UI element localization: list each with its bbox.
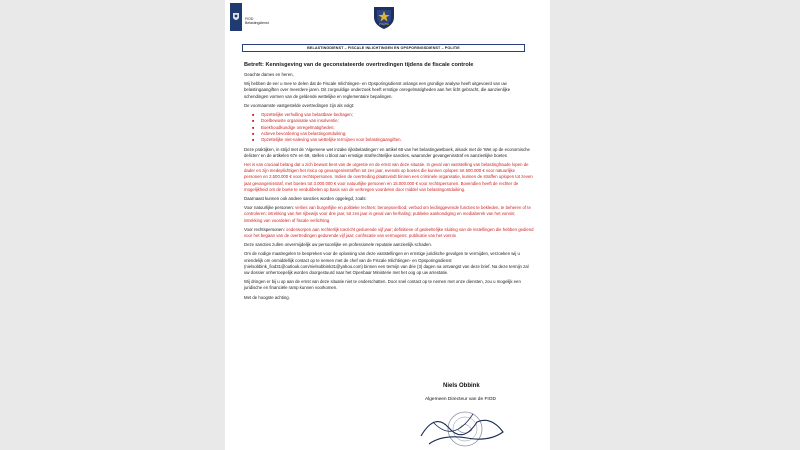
org-line-2: Belastingdienst bbox=[245, 21, 269, 26]
violations-list bbox=[244, 112, 534, 143]
org-name bbox=[245, 17, 269, 26]
paragraph-natural-persons bbox=[244, 205, 534, 224]
police-badge-text: POLITIE bbox=[379, 23, 389, 26]
paragraph-reputation: Deze sancties zullen onvermijdelijk uw persoonlijke en professionele reputatie aanzienlijk schaden. bbox=[244, 242, 432, 248]
letter-subject: Betreft: Kennisgeving van de geconstateerde overtredingen tijdens de fiscale controle bbox=[244, 62, 474, 68]
violation-item: ■ Actieve bevordering van belastingontduiking; bbox=[261, 131, 534, 137]
violations-intro: De voornaamste vastgestelde overtredingen zijn als volgt: bbox=[244, 102, 355, 108]
violation-item: ■ Boekhoudkundige onregelmatigheden; bbox=[261, 125, 534, 131]
natural-persons-sanctions: verlies van burgerlijke en politieke rechten; beroepsverbod; verbod om leidinggevende functies te bekleden, te beheren of te controleren; intrekking van het rijbewijs voor drie jaar, tot zes jaar in geval van herhaling; publieke aankondiging en mediaberek van het vonnis; intrekking van voordelen of fiscale verlichting. bbox=[244, 205, 531, 223]
natural-persons-label: Voor natuurlijke personen: bbox=[244, 205, 294, 211]
paragraph-contact: Om de nodige maatregelen te bespreken voor de oplossing van deze vaststellingen en ernstige juridische gevolgen te vermijden, verzoeken wij u vriendelijk om onmiddellijk contact op te nemen met de chef van de Fiscale Inlichtingen- en Opsporingsdienst (nielsobbink_fiod31@outlook.com/nielsobbink31@yahoo.com) binnen een termijn van drie (3) dagen na ontvangst van deze brief. Na deze termijn zal uw dossier onherroepelijk worden doorgestuurd naar het Openbaar Ministerie met het oog op uw arrestatie. bbox=[244, 251, 529, 275]
signatory-name: Niels Obbink bbox=[443, 383, 480, 389]
government-logo bbox=[230, 3, 269, 31]
paragraph-intro: Wij hebben de eer u mee te delen dat de Fiscale Inlichtingen- en Opsporingsdienst onlangs een grondige analyse heeft uitgevoerd van uw belastingaangiften over meerdere jaren. Dit zorgvuldige onderzoek heeft ernstige onregelmatigheden aan het licht gebracht, die aanzienlijke schendingen vormen van de geldende wettelijke en reglementaire bepalingen. bbox=[244, 81, 511, 99]
letter-body bbox=[244, 62, 534, 304]
legal-persons-label: Voor rechtspersonen: bbox=[244, 226, 285, 232]
closing: Met de hoogste achting. bbox=[244, 294, 290, 300]
paragraph-urgency: Wij dringen er bij u op aan de ernst van deze situatie niet te onderschatten. Door snel contact op te nemen met onze diensten, zou u mogelijk een juridische en financiële ramp kunnen voorkomen. bbox=[244, 279, 521, 291]
letter-page bbox=[225, 0, 550, 450]
violation-item: ■ Doelbewuste organisatie van insolventie; bbox=[261, 118, 534, 124]
violation-item: ■ Opzettelijke niet-naleving van wettelijke termijnen voor belastingaangiften. bbox=[261, 137, 534, 143]
letterhead-banner: BELASTINGDIENST – FISCALE INLICHTINGEN EN OPSPORINGSDIENST – POLITIE bbox=[242, 44, 525, 52]
greeting: Geachte dames en heren, bbox=[244, 72, 294, 77]
paragraph-legal-basis: Deze praktijken, in strijd met de 'Algemene wet inzake rijksbelastingen' en artikel 68 van het belastingwetboek, alsook met de 'Wet op de economische delicten' en de artikelen 67e en 69, stellen u bloot aan ernstige strafrechtelijke sancties, waaronder gevangenisstraf en aanzienlijke boetes bbox=[244, 146, 530, 158]
paragraph-legal-persons bbox=[244, 227, 534, 239]
crest-icon bbox=[230, 3, 242, 31]
police-badge-icon bbox=[371, 4, 397, 30]
legal-persons-sanctions: onderworpen aan rechterlijk toezicht gedurende vijf jaar; definitieve of gedeeltelijke sluiting van de instellingen die hebben gediend voor het begaan van de overtredingen gedurende vijf jaar; confiscatie van vermogens; publicatie van het vonnis bbox=[244, 226, 534, 238]
paragraph-penalties: Het is van cruciaal belang dat u zich bewust bent van de urgentie en de ernst van deze situatie. In geval van vaststelling van belastingfraude lopen de dader en zijn medeplichtigen het risico op gevangenisstraffen tot zes jaar, evenals op boetes die kunnen oplopen tot 500.000 € voor natuurlijke personen en 2.500.000 € voor rechtspersonen. Indien de overtreding plaatsvindt binnen een criminele organisatie, kunnen de straffen oplopen tot zeven jaar gevangenisstraf, met boetes tot 3.000.000 € voor natuurlijke personen en 15.000.000 € voor rechtspersonen. Bovendien heeft de rechter de mogelijkheid om de boete te verdubbelen op basis van de verkregen voordelen door middel van belastingontduiking. bbox=[244, 161, 533, 192]
signature-stamp bbox=[403, 402, 523, 448]
signatory-title: Algemeen Directeur van de FIOD bbox=[425, 397, 496, 402]
violation-item: ■ Opzettelijke verhulling van belastbare bedragen; bbox=[261, 112, 534, 118]
org-line-1: FIOD bbox=[245, 17, 254, 21]
paragraph-other-sanctions: Daarnaast kunnen ook andere sancties worden opgelegd, zoals: bbox=[244, 195, 367, 201]
